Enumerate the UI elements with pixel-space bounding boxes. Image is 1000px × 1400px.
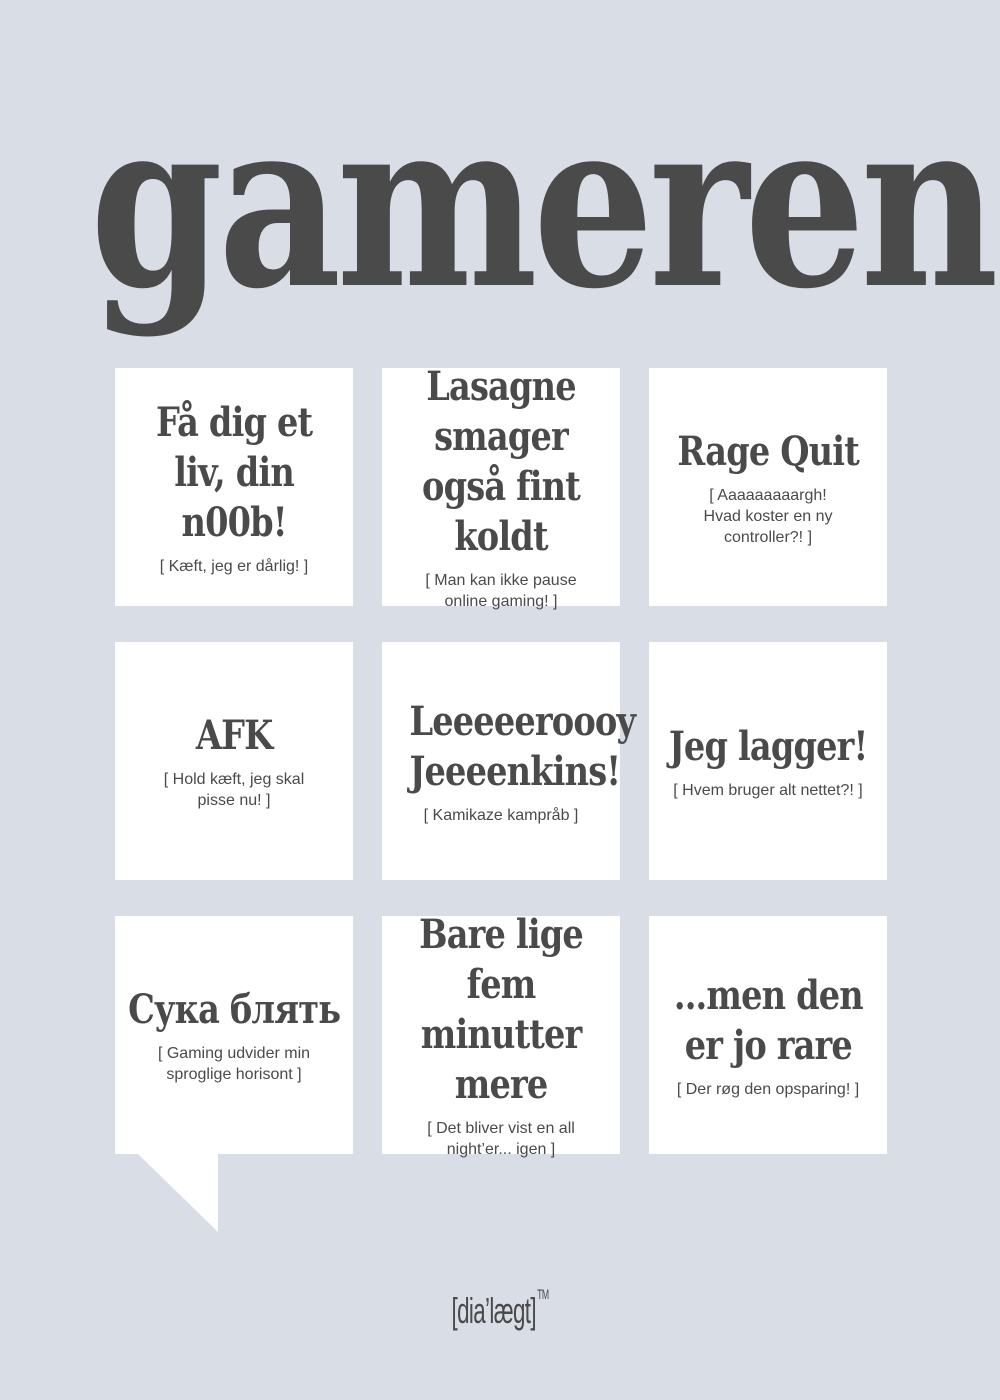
card-lasagne	[382, 363, 620, 610]
card-subtitle: [ Kæft, jeg er dårlig! ]	[159, 557, 309, 575]
card-afk	[115, 642, 353, 880]
card-heading: ...men den er jo rare	[673, 971, 863, 1069]
card-heading: Rage Quit	[677, 427, 859, 475]
card-but-its-rare	[649, 916, 887, 1154]
card-lagging	[649, 642, 887, 880]
card-five-more-minutes	[382, 911, 620, 1158]
trademark-mark: TM	[537, 1286, 549, 1302]
card-suka-blyat	[115, 916, 353, 1154]
card-heading: Сука блять	[127, 986, 341, 1033]
card-leeroy-jenkins	[382, 642, 636, 880]
card-heading: Bare lige fem minutter mere	[419, 911, 583, 1108]
card-subtitle: [ Kamikaze kampråb ]	[423, 806, 579, 824]
card-subtitle: [ Man kan ikke pause online gaming! ]	[425, 572, 577, 610]
card-subtitle: [ Gaming udvider min sproglige horisont ]	[157, 1045, 311, 1083]
poster-title: gameren	[90, 67, 994, 340]
card-heading: Jeg lagger!	[668, 722, 868, 770]
card-subtitle: [ Det bliver vist en all night’er... igen ]	[427, 1120, 575, 1158]
brand-logo-text: [dia’lægt]	[451, 1290, 536, 1331]
card-subtitle: [ Der røg den opsparing! ]	[676, 1080, 860, 1098]
card-heading: AFK	[195, 712, 273, 759]
card-heading: Få dig et liv, din n00b!	[155, 398, 313, 546]
card-heading: Lasagne smager også fint koldt	[422, 363, 580, 560]
card-subtitle: [ Hvem bruger alt nettet?! ]	[673, 781, 863, 799]
card-get-a-life	[115, 368, 353, 606]
card-rage-quit	[649, 368, 887, 606]
card-subtitle: [ Aaaaaaaaargh! Hvad koster en ny controller?! ]	[703, 486, 833, 546]
brand-logo	[190, 1286, 810, 1332]
speech-bubble-tail	[115, 1153, 219, 1233]
card-subtitle: [ Hold kæft, jeg skal pisse nu! ]	[163, 771, 305, 809]
card-heading: Leeeeeroooy Jeeeenkins!	[409, 697, 636, 795]
